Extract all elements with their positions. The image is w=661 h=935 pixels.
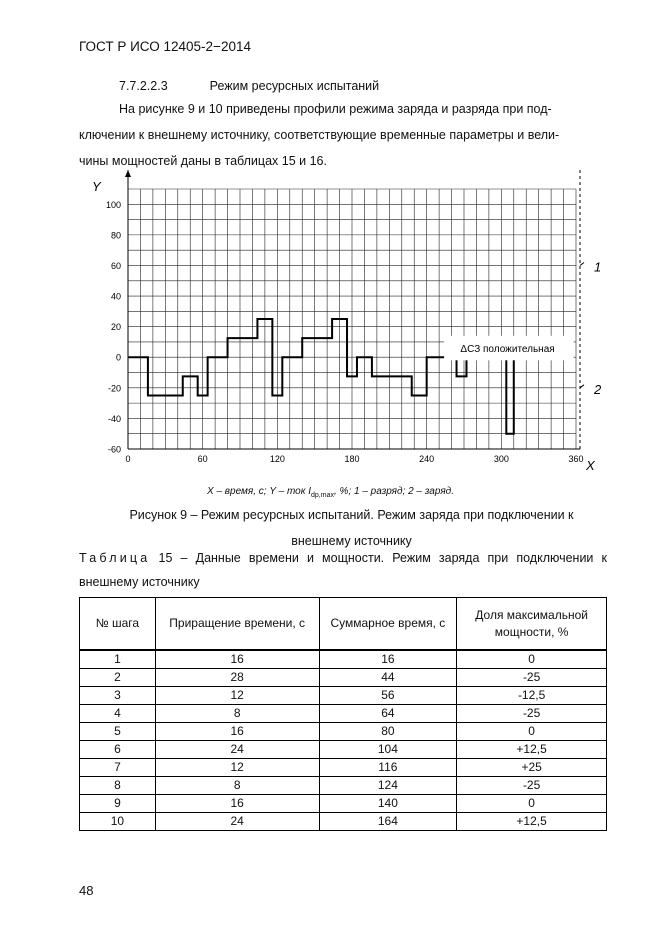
column-header: № шага bbox=[80, 598, 156, 651]
table-header-row bbox=[80, 598, 607, 651]
table-cell: 1 bbox=[80, 650, 156, 669]
table-cell: 12 bbox=[155, 687, 319, 705]
table-row bbox=[80, 687, 607, 705]
y-axis-arrow bbox=[125, 170, 131, 177]
table-cell: -25 bbox=[457, 777, 607, 795]
band-label: ΔСЗ положительная bbox=[460, 343, 555, 355]
legend-text-a: X – время, с; Y – ток I bbox=[207, 486, 312, 497]
table-cell: 9 bbox=[80, 795, 156, 813]
table-cell: 3 bbox=[80, 687, 156, 705]
x-tick-label: 180 bbox=[344, 454, 360, 464]
document-header: ГОСТ Р ИСО 12405-2−2014 bbox=[79, 39, 251, 54]
intro-paragraph bbox=[79, 96, 603, 174]
table-cell: 0 bbox=[457, 723, 607, 741]
table-title-text: 15 – Данные времени и мощности. Режим заряда при подключении к bbox=[150, 551, 607, 565]
paragraph-line-3: чины мощностей даны в таблицах 15 и 16. bbox=[79, 154, 327, 168]
table-cell: 16 bbox=[155, 723, 319, 741]
table-cell: 124 bbox=[319, 777, 457, 795]
x-tick-label: 360 bbox=[568, 454, 584, 464]
table-row bbox=[80, 741, 607, 759]
table-cell: 8 bbox=[155, 705, 319, 723]
table-cell: 4 bbox=[80, 705, 156, 723]
x-tick-label: 60 bbox=[197, 454, 208, 464]
column-header: Приращение времени, с bbox=[155, 598, 319, 651]
table-cell: 12 bbox=[155, 759, 319, 777]
table-row bbox=[80, 723, 607, 741]
region-lower-label: 2 bbox=[594, 381, 602, 397]
figure-caption-line-2: внешнему источнику bbox=[291, 534, 412, 548]
table-title-line-2: внешнему источнику bbox=[79, 575, 200, 589]
table-cell: 7 bbox=[80, 759, 156, 777]
section-title: Режим ресурсных испытаний bbox=[209, 79, 380, 93]
paragraph-line-1: На рисунке 9 и 10 приведены профили режима заряда и разряда при под- bbox=[119, 102, 552, 116]
table-cell: 16 bbox=[319, 650, 457, 669]
table-cell: 5 bbox=[80, 723, 156, 741]
table-row bbox=[80, 669, 607, 687]
table-body bbox=[80, 650, 607, 831]
table-row bbox=[80, 705, 607, 723]
column-header: Суммарное время, с bbox=[319, 598, 457, 651]
x-tick-label: 240 bbox=[419, 454, 435, 464]
table-cell: 2 bbox=[80, 669, 156, 687]
table-cell: 28 bbox=[155, 669, 319, 687]
column-header: Доля максимальной мощности, % bbox=[457, 598, 607, 651]
legend-subscript: dp,max bbox=[311, 492, 334, 499]
region-upper-label: 1 bbox=[594, 259, 602, 275]
table-cell: +12,5 bbox=[457, 741, 607, 759]
table-row bbox=[80, 777, 607, 795]
table-cell: 24 bbox=[155, 741, 319, 759]
table-cell: 6 bbox=[80, 741, 156, 759]
x-tick-label: 120 bbox=[269, 454, 285, 464]
region-upper-tick bbox=[580, 262, 584, 265]
y-tick-label: 20 bbox=[110, 322, 121, 333]
table-cell: 24 bbox=[155, 813, 319, 831]
table-cell: 64 bbox=[319, 705, 457, 723]
x-tick-label: 0 bbox=[125, 454, 131, 464]
y-axis-label: Y bbox=[92, 179, 101, 194]
table-row bbox=[80, 813, 607, 831]
table-row bbox=[80, 650, 607, 669]
figure-9-chart bbox=[70, 170, 610, 480]
page-number: 48 bbox=[79, 883, 94, 898]
x-tick-label: 300 bbox=[493, 454, 509, 464]
figure-legend bbox=[80, 486, 581, 499]
figure-caption-line-1: Рисунок 9 – Режим ресурсных испытаний. Режим заряда при подключении к bbox=[129, 508, 574, 522]
table-cell: +12,5 bbox=[457, 813, 607, 831]
y-tick-label: -20 bbox=[107, 383, 121, 394]
data-table bbox=[79, 597, 607, 831]
table-cell: 164 bbox=[319, 813, 457, 831]
table-label: Таблица bbox=[79, 551, 151, 565]
table-cell: +25 bbox=[457, 759, 607, 777]
x-axis-label: X bbox=[586, 458, 595, 473]
table-cell: 140 bbox=[319, 795, 457, 813]
y-tick-label: 60 bbox=[110, 260, 121, 271]
table-cell: 116 bbox=[319, 759, 457, 777]
y-tick-label: -40 bbox=[107, 413, 121, 424]
table-title bbox=[79, 546, 607, 594]
table-cell: 0 bbox=[457, 650, 607, 669]
legend-text-b: , %; 1 – разряд; 2 – заряд. bbox=[333, 486, 454, 497]
table-cell: 0 bbox=[457, 795, 607, 813]
table-cell: 16 bbox=[155, 795, 319, 813]
table-cell: 8 bbox=[80, 777, 156, 795]
table-cell: -25 bbox=[457, 705, 607, 723]
section-heading bbox=[119, 79, 379, 93]
table-cell: -25 bbox=[457, 669, 607, 687]
table-cell: 80 bbox=[319, 723, 457, 741]
table-cell: 44 bbox=[319, 669, 457, 687]
section-number: 7.7.2.2.3 bbox=[119, 79, 168, 93]
y-tick-label: 0 bbox=[115, 352, 121, 363]
y-tick-label: 80 bbox=[110, 230, 121, 241]
y-tick-label: -60 bbox=[107, 444, 121, 455]
table-cell: 104 bbox=[319, 741, 457, 759]
y-tick-label: 40 bbox=[110, 291, 121, 302]
table-cell: 10 bbox=[80, 813, 156, 831]
table-cell: 56 bbox=[319, 687, 457, 705]
table-cell: 16 bbox=[155, 650, 319, 669]
y-tick-label: 100 bbox=[105, 199, 121, 210]
table-cell: 8 bbox=[155, 777, 319, 795]
table-row bbox=[80, 759, 607, 777]
table-cell: -12,5 bbox=[457, 687, 607, 705]
table-row bbox=[80, 795, 607, 813]
paragraph-line-2: ключении к внешнему источнику, соответствующие временные параметры и вели- bbox=[79, 128, 560, 142]
region-lower-tick bbox=[580, 385, 584, 388]
